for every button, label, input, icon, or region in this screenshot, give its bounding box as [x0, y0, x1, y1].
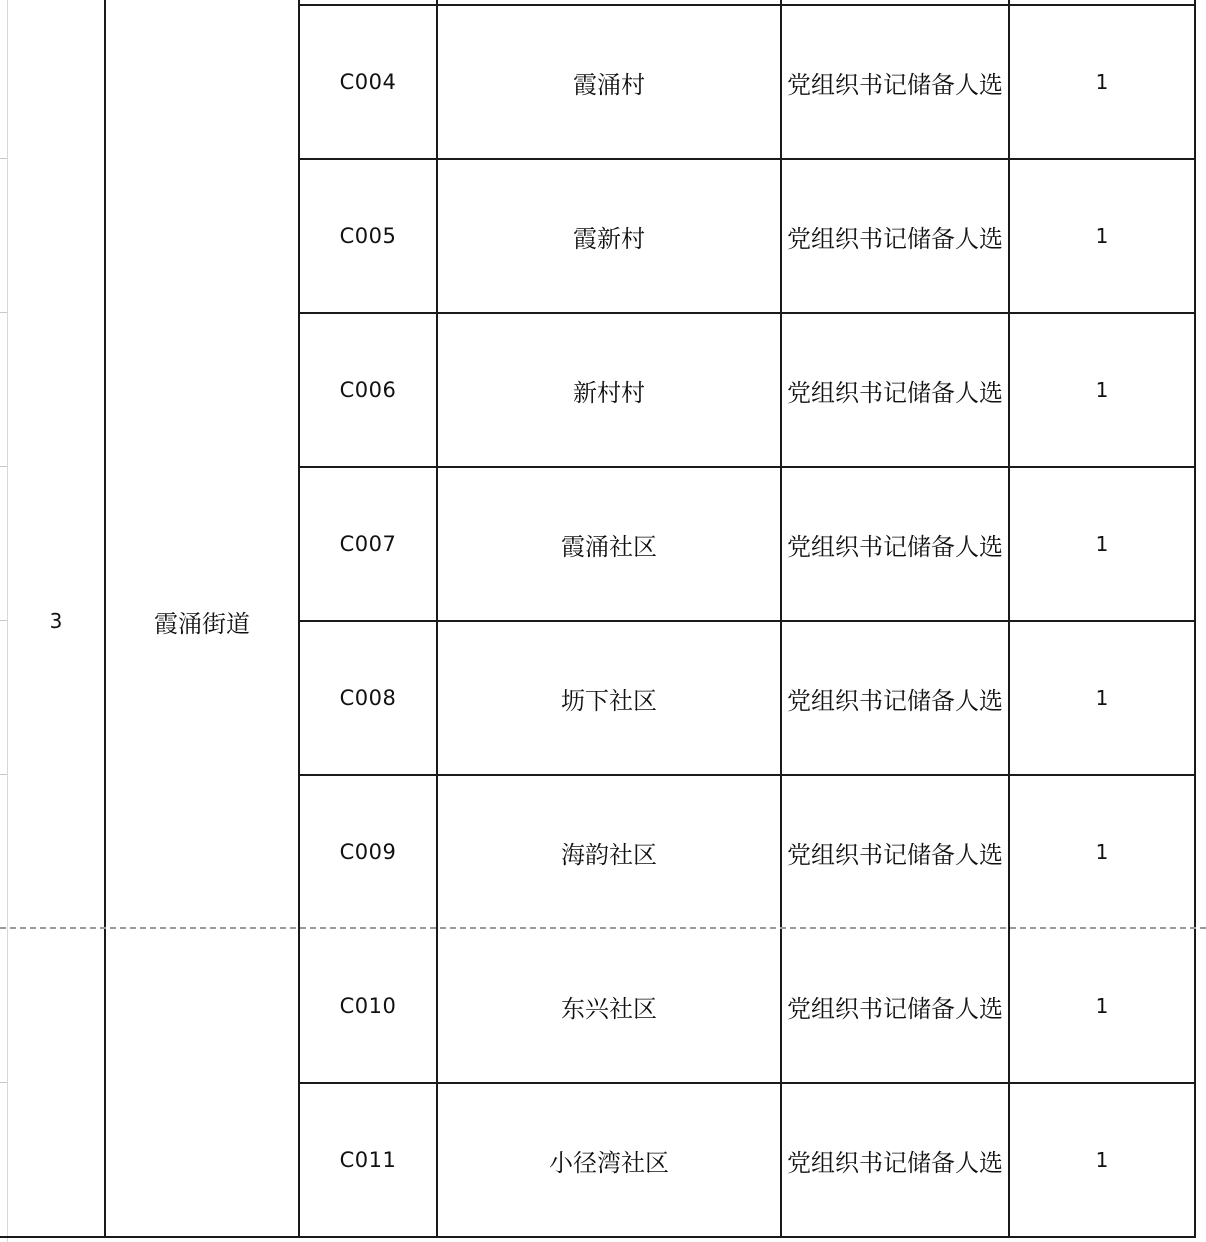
count-cell: 1	[1095, 532, 1109, 556]
community-name-cell: 海韵社区	[561, 840, 657, 869]
position-cell: 党组织书记储备人选	[787, 994, 1003, 1023]
sequence-number-cell: 3	[49, 609, 63, 633]
code-cell: C004	[339, 70, 397, 94]
count-cell: 1	[1095, 686, 1109, 710]
count-cell: 1	[1095, 840, 1109, 864]
position-cell: 党组织书记储备人选	[787, 378, 1003, 407]
community-name-cell: 霞涌社区	[561, 532, 657, 561]
code-cell: C009	[339, 840, 397, 864]
community-name-cell: 东兴社区	[561, 994, 657, 1023]
column-border	[1194, 0, 1196, 1238]
code-cell: C007	[339, 532, 397, 556]
street-name-cell: 霞涌街道	[154, 609, 250, 638]
code-cell: C010	[339, 994, 397, 1018]
count-cell: 1	[1095, 1148, 1109, 1172]
position-cell: 党组织书记储备人选	[787, 1148, 1003, 1177]
community-name-cell: 新村村	[573, 378, 645, 407]
position-cell: 党组织书记储备人选	[787, 224, 1003, 253]
position-cell: 党组织书记储备人选	[787, 532, 1003, 561]
code-cell: C005	[339, 224, 397, 248]
position-cell: 党组织书记储备人选	[787, 686, 1003, 715]
count-cell: 1	[1095, 994, 1109, 1018]
code-cell: C011	[339, 1148, 397, 1172]
count-cell: 1	[1095, 224, 1109, 248]
count-cell: 1	[1095, 378, 1109, 402]
community-name-cell: 霞涌村	[573, 70, 645, 99]
position-cell: 党组织书记储备人选	[787, 70, 1003, 99]
table-bottom-border	[0, 1236, 1196, 1238]
position-cell: 党组织书记储备人选	[787, 840, 1003, 869]
community-name-cell: 坜下社区	[561, 686, 657, 715]
count-cell: 1	[1095, 70, 1109, 94]
community-name-cell: 小径湾社区	[549, 1148, 669, 1177]
code-cell: C008	[339, 686, 397, 710]
community-name-cell: 霞新村	[573, 224, 645, 253]
code-cell: C006	[339, 378, 397, 402]
